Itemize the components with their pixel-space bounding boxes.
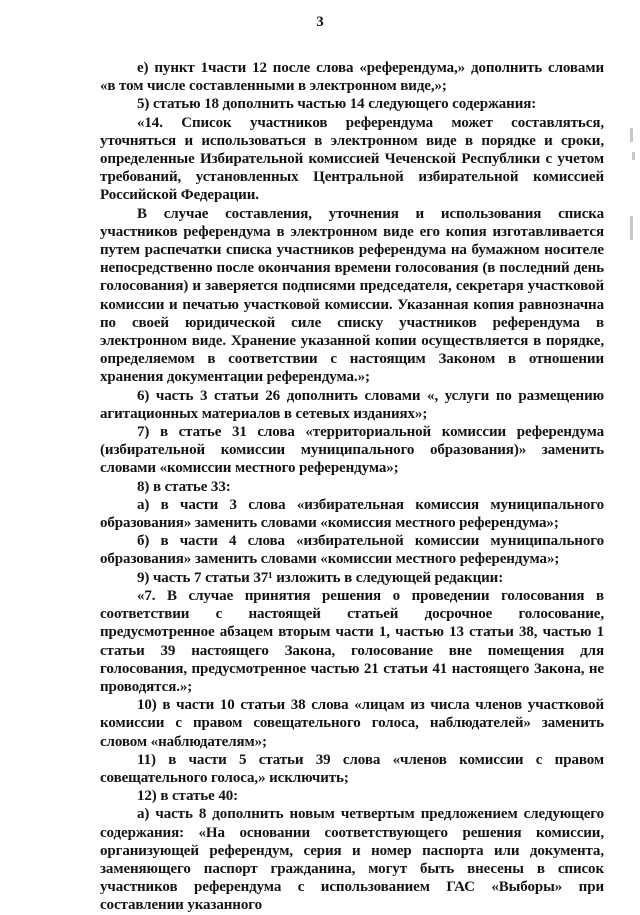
paragraph: «14. Список участников референдума может составляться, уточняться и использоваться в электронном виде в порядке и сроки, определенные Избирательной комиссией Чеченской Республики с учетом требований, установленных Центральной избирательной комиссией Российской Федерации. bbox=[100, 114, 604, 204]
document-body bbox=[100, 59, 604, 915]
paragraph: 8) в статье 33: bbox=[137, 478, 231, 495]
scan-edge-mark bbox=[632, 152, 635, 160]
paragraph: 10) в части 10 статьи 38 слова «лицам из числа членов участковой комиссии с правом совещательного голоса, наблюдателей» заменить словом «наблюдателям»; bbox=[100, 697, 604, 750]
paragraph: е) пункт 1части 12 после слова «референдума,» дополнить словами «в том числе составленными в электронном виде,»; bbox=[100, 60, 604, 95]
scan-edge-mark bbox=[630, 128, 633, 142]
paragraph: В случае составления, уточнения и использования списка участников референдума в электронном виде его копия изготавливается путем распечатки списка участников референдума на бумажном носителе непосредственно после окончания времени голосования (в последний день голосования) и заверяется подписями председателя, секретаря участковой комиссии и печатью участковой комиссии. Указанная копия равнозначна по своей юридической силе списку участников референдума в электронном виде. Хранение указанной копии осуществляется в порядке, определяемом в соответствии с настоящим Законом в отношении хранения документации референдума.»; bbox=[100, 205, 604, 386]
paragraph: 9) часть 7 статьи 37¹ изложить в следующей редакции: bbox=[137, 569, 504, 586]
paragraph: а) в части 3 слова «избирательная комиссия муниципального образования» заменить словами «комиссия местного референдума»; bbox=[100, 496, 604, 532]
paragraph: 7) в статье 31 слова «территориальной комиссии референдума (избирательной комиссии муниципального образования)» заменить словами «комиссии местного референдума»; bbox=[100, 424, 604, 477]
paragraph: 6) часть 3 статьи 26 дополнить словами «, услуги по размещению агитационных материалов в сетевых изданиях»; bbox=[100, 387, 604, 422]
paragraph: 12) в статье 40: bbox=[137, 788, 239, 805]
paragraph: 5) статью 18 дополнить частью 14 следующего содержания: bbox=[137, 96, 537, 113]
paragraph: б) в части 4 слова «избирательной комиссии муниципального образования» заменить словами «комиссии местного референдума»; bbox=[100, 533, 604, 568]
paragraph: 11) в части 5 статьи 39 слова «членов комиссии с правом совещательного голоса,» исключить; bbox=[100, 751, 604, 786]
paragraph: «7. В случае принятия решения о проведении голосования в соответствии с настоящей статьей досрочное голосование, предусмотренное абзацем вторым части 1, частью 13 статьи 38, частью 1 статьи 39 настоящего Закона, голосование вне помещения для голосования, предусмотренное частью 21 статьи 41 настоящего Закона, не проводятся.»; bbox=[100, 587, 604, 695]
paragraph: а) часть 8 дополнить новым четвертым предложением следующего содержания: «На основании соответствующего решения комиссии, организующей референдум, серия и номер паспорта или документа, заменяющего паспорт гражданина, могут быть внесены в список участников референдума с использованием ГАС «Выборы» при составлении указанного bbox=[100, 806, 604, 914]
scan-edge-mark bbox=[630, 216, 633, 240]
page-number: 3 bbox=[316, 14, 324, 30]
